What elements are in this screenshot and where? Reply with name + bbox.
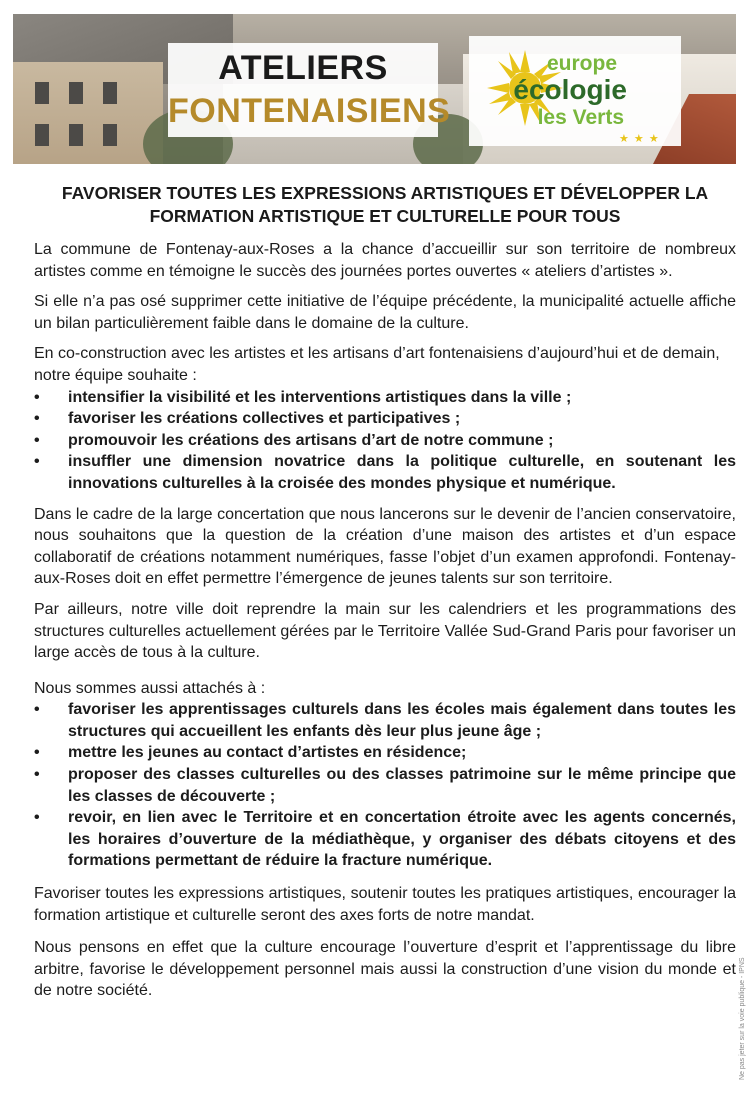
list-item-text: promouvoir les créations des artisans d’art de notre commune ;: [68, 431, 554, 449]
paragraph: Favoriser toutes les expressions artistiques, soutenir toutes les pratiques artistiques, encourager la formation artistique et culturelle seront des axes forts de notre mandat.: [34, 885, 736, 924]
logo-stars-icon: ★ ★ ★: [619, 133, 660, 145]
bullet-icon: •: [34, 388, 40, 406]
bullet-list-goals: [34, 387, 736, 495]
bullet-icon: •: [34, 410, 40, 428]
list-item-text: insuffler une dimension novatrice dans la politique culturelle, en soutenant les innovations culturelles à la croisée des mondes physique et numérique.: [68, 453, 736, 492]
paragraph: Dans le cadre de la large concertation que nous lancerons sur le devenir de l’ancien conservatoire, nous souhaitons que la question de la création d’une maison des artistes et d’un espace collaboratif de créations notamment numériques, fasse l’objet d’un examen approfondi. Fontenay-aux-Roses doit en effet permettre l’émergence de jeunes talents sur son territoire.: [34, 505, 736, 588]
bullet-icon: •: [34, 431, 40, 449]
list-item-text: favoriser les apprentissages culturels dans les écoles mais également dans toutes les structures qui accueillent les enfants dès leur plus jeune âge ;: [68, 701, 736, 740]
bullet-icon: •: [34, 701, 40, 719]
header-banner: [13, 14, 736, 164]
list-intro: Nous sommes aussi attachés à :: [34, 679, 266, 697]
banner-title-box: [168, 43, 451, 137]
side-note-text: Ne pas jeter sur la voie publique - IPNS: [739, 957, 746, 1080]
bullet-icon: •: [34, 766, 40, 784]
paragraph: La commune de Fontenay-aux-Roses a la chance d’accueillir sur son territoire de nombreux artistes comme en témoigne le succès des journées portes ouvertes « ateliers d’artistes ».: [34, 241, 736, 280]
vertical-side-note: [739, 860, 749, 1080]
list-item: [34, 764, 736, 807]
banner-title-line2: FONTENAISIENS: [168, 92, 451, 130]
bullet-icon: •: [34, 744, 40, 762]
logo-text-europe: europe: [546, 52, 617, 75]
list-item: [34, 699, 736, 742]
logo-text-les-verts: les Verts: [537, 106, 624, 129]
paragraph: Nous pensons en effet que la culture encourage l’ouverture d’esprit et l’apprentissage du libre arbitre, favorise le développement personnel mais aussi la construction d’une vision du monde et de notre société.: [34, 939, 736, 1000]
paragraph: Par ailleurs, notre ville doit reprendre la main sur les calendriers et les programmations des structures culturelles actuellement gérées par le Territoire Vallée Sud-Grand Paris pour favoriser un large accès de tous à la culture.: [34, 600, 736, 662]
list-item-text: proposer des classes culturelles ou des classes patrimoine sur le même principe que les classes de découverte ;: [68, 766, 736, 805]
banner-title-line1: ATELIERS: [218, 49, 388, 87]
logo-text-ecologie: écologie: [513, 74, 627, 105]
list-item: [34, 742, 736, 764]
paragraph: Si elle n’a pas osé supprimer cette initiative de l’équipe précédente, la municipalité actuelle affiche un bilan particulièrement faible dans le domaine de la culture.: [34, 293, 736, 332]
list-item: [34, 451, 736, 494]
list-intro: En co-construction avec les artistes et les artisans d’art fontenaisiens d’aujourd’hui et de demain, notre équipe souhaite :: [34, 345, 720, 384]
banner-photo-building-left: [13, 62, 163, 164]
list-item: [34, 408, 736, 430]
list-item-text: intensifier la visibilité et les interventions artistiques dans la ville ;: [68, 388, 572, 406]
bullet-icon: •: [34, 809, 40, 827]
list-item-text: favoriser les créations collectives et participatives ;: [68, 410, 461, 428]
party-logo: [469, 36, 681, 146]
list-item: [34, 807, 736, 872]
list-item: [34, 430, 736, 452]
article-heading: FAVORISER TOUTES LES EXPRESSIONS ARTISTIQUES ET DÉVELOPPER LA FORMATION ARTISTIQUE ET CULTURELLE POUR TOUS: [61, 183, 709, 226]
bullet-icon: •: [34, 453, 40, 471]
list-item-text: revoir, en lien avec le Territoire et en concertation étroite avec les agents concernés, les horaires d’ouverture de la médiathèque, y organiser des débats citoyens et des formations permettant de réduire la fracture numérique.: [68, 809, 736, 870]
list-item: [34, 387, 736, 409]
article-body: [34, 182, 736, 1011]
list-item-text: mettre les jeunes au contact d’artistes en résidence;: [68, 744, 467, 762]
bullet-list-commitments: [34, 699, 736, 872]
